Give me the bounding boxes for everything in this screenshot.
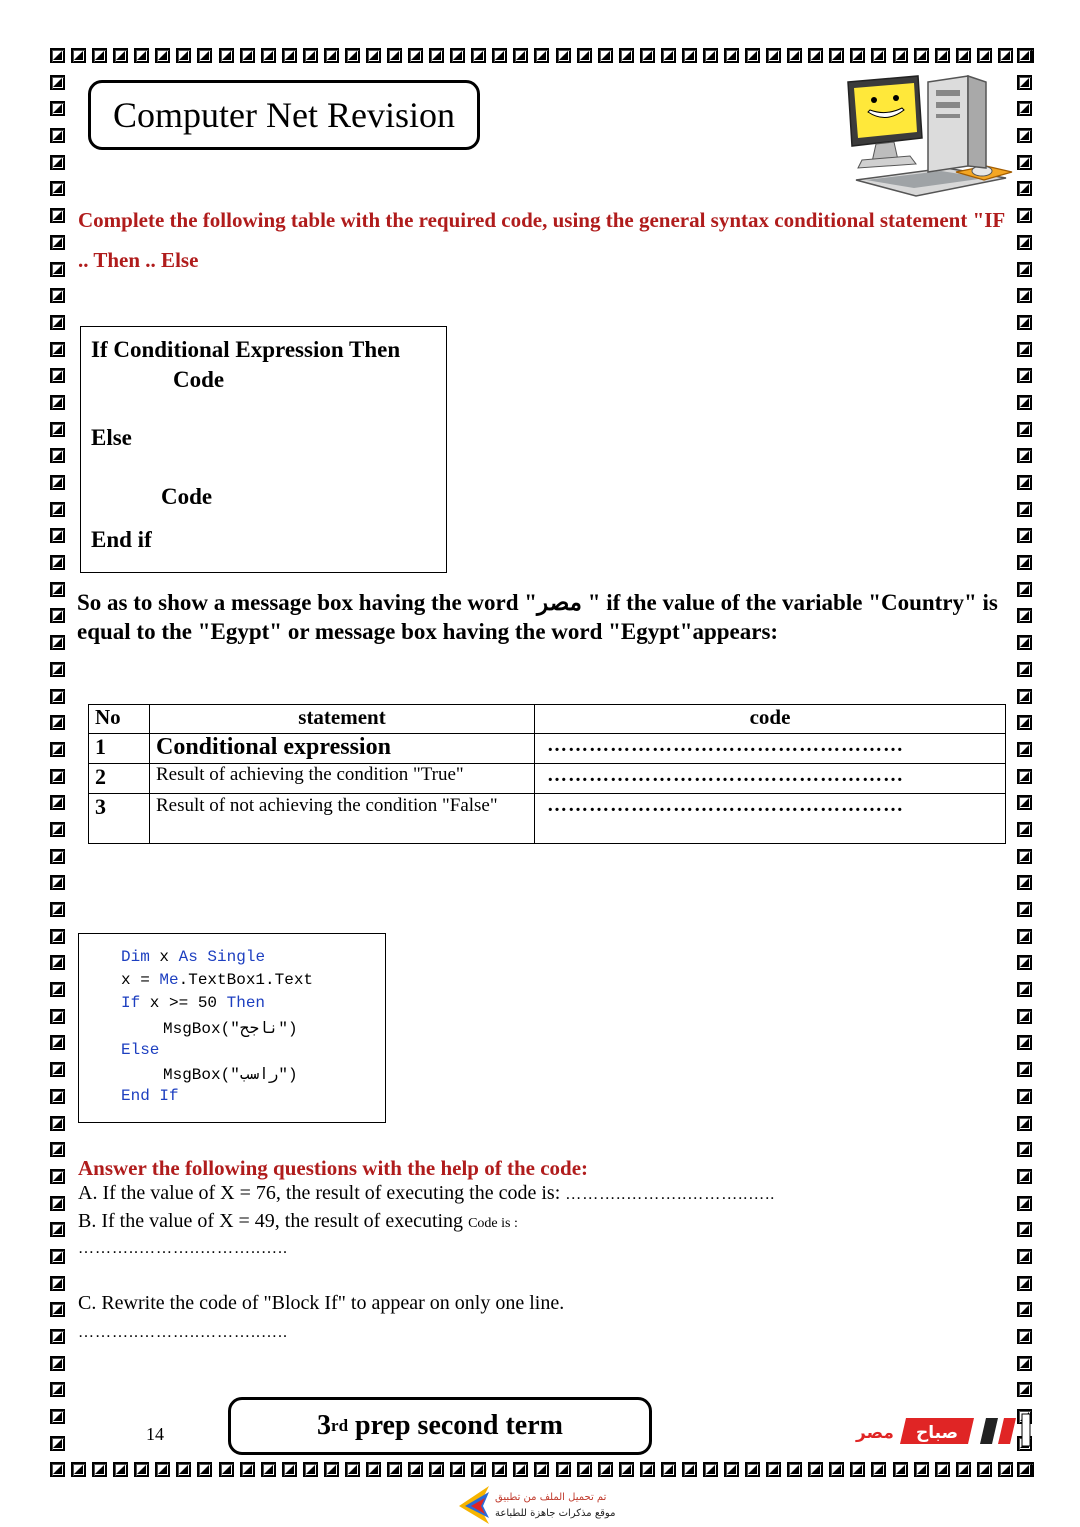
brand-logo: [854, 1406, 1034, 1452]
computer-icon: [836, 68, 1016, 200]
border-square: [1017, 1196, 1032, 1211]
border-square: [534, 48, 549, 63]
border-square: [50, 315, 65, 330]
border-square: [829, 48, 844, 63]
border-square: [1017, 1382, 1032, 1397]
page-title-text: Computer Net Revision: [113, 95, 455, 135]
border-square: [50, 342, 65, 357]
border-square: [1017, 769, 1032, 784]
border-square: [261, 1462, 276, 1477]
border-square: [50, 1462, 65, 1477]
border-square: [1017, 1356, 1032, 1371]
code-kw-then: Then: [226, 994, 266, 1012]
code-line-6: MsgBox("راسب"): [163, 1066, 298, 1084]
border-square: [1017, 288, 1032, 303]
border-square: [50, 582, 65, 597]
border-square: [1017, 1035, 1032, 1050]
border-square: [998, 1462, 1013, 1477]
border-square: [1017, 422, 1032, 437]
question-b-text: B. If the value of X = 49, the result of executing: [78, 1210, 464, 1232]
code-textbox: .TextBox1.Text: [178, 971, 314, 989]
border-square: [534, 1462, 549, 1477]
border-square: [155, 1462, 170, 1477]
row1-statement: Conditional expression: [150, 734, 535, 764]
border-square: [1017, 235, 1032, 250]
border-square: [71, 48, 86, 63]
border-square: [682, 1462, 697, 1477]
border-square: [893, 48, 908, 63]
border-square: [50, 929, 65, 944]
border-square: [50, 715, 65, 730]
table-row: [89, 764, 1006, 794]
border-square: [1017, 1249, 1032, 1264]
border-square: [1017, 1222, 1032, 1237]
border-square: [50, 1062, 65, 1077]
border-square: [871, 1462, 886, 1477]
border-square: [1017, 1169, 1032, 1184]
border-square: [1017, 929, 1032, 944]
border-square: [450, 48, 465, 63]
border-square: [50, 849, 65, 864]
border-square: [387, 48, 402, 63]
border-square: [1017, 635, 1032, 650]
border-square: [50, 422, 65, 437]
term-num: 3: [317, 1410, 332, 1441]
border-square: [324, 1462, 339, 1477]
border-square: [1017, 155, 1032, 170]
border-square: [50, 1089, 65, 1104]
brand-word-misr: مصر: [856, 1423, 894, 1443]
border-square: [50, 689, 65, 704]
border-square: [197, 48, 212, 63]
term-sup: rd: [331, 1416, 349, 1435]
border-square: [176, 48, 191, 63]
border-square: [50, 795, 65, 810]
row1-code[interactable]: ……………………………………………: [535, 734, 1006, 764]
border-square: [956, 1462, 971, 1477]
border-square: [303, 1462, 318, 1477]
border-square: [50, 75, 65, 90]
border-square: [492, 1462, 507, 1477]
code-kw-as-single: As Single: [178, 948, 266, 966]
border-square: [935, 1462, 950, 1477]
border-square: [50, 822, 65, 837]
border-square: [50, 1169, 65, 1184]
border-square: [1017, 368, 1032, 383]
border-square: [50, 101, 65, 116]
border-square: [619, 48, 634, 63]
border-square: [724, 1462, 739, 1477]
syntax-line-if: If Conditional Expression Then: [91, 337, 401, 362]
border-square: [50, 475, 65, 490]
border-square: [240, 1462, 255, 1477]
border-square: [1017, 1009, 1032, 1024]
border-square: [513, 48, 528, 63]
border-square: [1017, 448, 1032, 463]
border-square: [640, 48, 655, 63]
border-square: [977, 48, 992, 63]
border-square: [50, 1196, 65, 1211]
border-square: [50, 1436, 65, 1451]
border-square: [1017, 48, 1032, 63]
border-square: [703, 48, 718, 63]
table-row: [89, 794, 1006, 844]
border-square: [408, 1462, 423, 1477]
syntax-line-endif: End if: [91, 527, 152, 552]
syntax-line-code1: Code: [173, 367, 225, 392]
border-square: [914, 48, 929, 63]
border-square: [1017, 875, 1032, 890]
border-square: [50, 48, 65, 63]
row3-no: 3: [89, 794, 150, 844]
border-square: [682, 48, 697, 63]
row3-code[interactable]: ……………………………………………: [535, 794, 1006, 844]
border-square: [387, 1462, 402, 1477]
code-assign: x =: [121, 971, 160, 989]
border-square: [513, 1462, 528, 1477]
question-c-answer[interactable]: ………..………..………..…..: [78, 1324, 288, 1341]
border-square: [92, 48, 107, 63]
app-download-logo: [455, 1484, 625, 1526]
border-square: [366, 1462, 381, 1477]
border-square: [1017, 128, 1032, 143]
border-square: [50, 1222, 65, 1237]
border-square: [50, 448, 65, 463]
border-square: [345, 1462, 360, 1477]
border-right: [1017, 48, 1037, 1478]
syntax-box: [80, 326, 447, 573]
border-square: [935, 48, 950, 63]
border-square: [577, 1462, 592, 1477]
border-square: [1017, 982, 1032, 997]
border-square: [176, 1462, 191, 1477]
border-square: [1017, 555, 1032, 570]
border-square: [1017, 715, 1032, 730]
border-square: [50, 208, 65, 223]
border-square: [50, 128, 65, 143]
border-square: [50, 769, 65, 784]
border-square: [661, 1462, 676, 1477]
border-top: [50, 48, 1034, 68]
border-square: [703, 1462, 718, 1477]
border-square: [850, 1462, 865, 1477]
border-bottom: [50, 1462, 1034, 1482]
border-square: [1017, 75, 1032, 90]
border-square: [50, 1249, 65, 1264]
border-square: [977, 1462, 992, 1477]
border-square: [893, 1462, 908, 1477]
border-square: [1017, 395, 1032, 410]
border-square: [219, 1462, 234, 1477]
border-square: [113, 1462, 128, 1477]
border-square: [1017, 1142, 1032, 1157]
border-square: [1017, 1089, 1032, 1104]
border-square: [429, 48, 444, 63]
border-square: [50, 502, 65, 517]
question-a: [78, 1182, 775, 1205]
border-square: [366, 48, 381, 63]
border-square: [598, 1462, 613, 1477]
border-square: [408, 48, 423, 63]
border-square: [92, 1462, 107, 1477]
border-square: [1017, 582, 1032, 597]
question-a-answer[interactable]: ………..………..………..…..: [565, 1186, 776, 1203]
bottom-logo-line2: موقع مذكرات جاهزة للطباعة: [495, 1508, 616, 1519]
term-rest: prep second term: [348, 1410, 563, 1441]
code-condition: x >= 50: [140, 994, 227, 1012]
border-square: [50, 955, 65, 970]
border-square: [282, 1462, 297, 1477]
row1-no: 1: [89, 734, 150, 764]
border-square: [598, 48, 613, 63]
border-square: [619, 1462, 634, 1477]
border-square: [1017, 1116, 1032, 1131]
border-square: [50, 155, 65, 170]
border-square: [324, 48, 339, 63]
border-square: [1017, 475, 1032, 490]
code-line-7: End If: [121, 1087, 179, 1105]
border-square: [50, 1116, 65, 1131]
border-square: [50, 1329, 65, 1344]
border-square: [50, 902, 65, 917]
border-square: [1017, 742, 1032, 757]
border-square: [50, 1035, 65, 1050]
border-square: [50, 1356, 65, 1371]
instruction-text: Complete the following table with the required code, using the general syntax conditional statement "IF .. Then .. Else: [78, 208, 1005, 272]
border-square: [50, 288, 65, 303]
border-square: [1017, 608, 1032, 623]
border-square: [1017, 342, 1032, 357]
question-a-text: A. If the value of X = 76, the result of executing the code is:: [78, 1182, 561, 1204]
border-square: [240, 48, 255, 63]
code-sample: [78, 933, 386, 1123]
border-square: [50, 1009, 65, 1024]
code-line-1: [121, 948, 265, 966]
border-square: [766, 1462, 781, 1477]
code-kw-if: If: [121, 994, 141, 1012]
border-square: [50, 1142, 65, 1157]
border-square: [766, 48, 781, 63]
border-square: [1017, 1276, 1032, 1291]
table-row: [89, 734, 1006, 764]
border-square: [50, 1302, 65, 1317]
row2-statement: Result of achieving the condition "True": [150, 764, 535, 794]
border-left: [50, 48, 70, 1478]
border-square: [724, 48, 739, 63]
border-square: [1017, 528, 1032, 543]
border-square: [1017, 502, 1032, 517]
border-square: [197, 1462, 212, 1477]
border-square: [871, 48, 886, 63]
border-square: [492, 48, 507, 63]
requirement-table: [88, 704, 1006, 844]
border-square: [1017, 849, 1032, 864]
header-statement: statement: [150, 705, 535, 734]
border-square: [1017, 262, 1032, 277]
code-line-4: MsgBox("ناجح"): [163, 1020, 298, 1038]
border-square: [303, 48, 318, 63]
border-square: [1017, 315, 1032, 330]
syntax-line-code2: Code: [161, 484, 213, 509]
syntax-line-else: Else: [91, 425, 132, 450]
border-square: [640, 1462, 655, 1477]
code-line-3: [121, 994, 265, 1012]
border-square: [556, 1462, 571, 1477]
border-square: [50, 235, 65, 250]
row3-statement: Result of not achieving the condition "False": [150, 794, 535, 844]
border-square: [50, 1382, 65, 1397]
border-square: [745, 1462, 760, 1477]
border-square: [1017, 795, 1032, 810]
border-square: [50, 742, 65, 757]
header-no: No: [89, 705, 150, 734]
border-square: [50, 1276, 65, 1291]
border-square: [808, 1462, 823, 1477]
page-title: [88, 80, 480, 150]
code-var-x: x: [149, 948, 179, 966]
header-code: code: [535, 705, 1006, 734]
task-prompt: So as to show a message box having the word "مصر " if the value of the variable "Country" is equal to the "Egypt" or message box having the word "Egypt"appears:: [77, 590, 998, 644]
row2-code[interactable]: ……………………………………………: [535, 764, 1006, 794]
border-square: [50, 395, 65, 410]
border-square: [50, 1409, 65, 1424]
border-square: [1017, 662, 1032, 677]
border-square: [1017, 1329, 1032, 1344]
border-square: [345, 48, 360, 63]
border-square: [50, 635, 65, 650]
border-square: [1017, 689, 1032, 704]
question-b-answer[interactable]: ………..………..………..…..: [78, 1240, 288, 1257]
border-square: [50, 608, 65, 623]
border-square: [429, 1462, 444, 1477]
border-square: [50, 368, 65, 383]
border-square: [1017, 955, 1032, 970]
border-square: [745, 48, 760, 63]
border-square: [577, 48, 592, 63]
border-square: [155, 48, 170, 63]
border-square: [1017, 181, 1032, 196]
code-line-2: [121, 971, 313, 989]
term-label: [228, 1397, 652, 1455]
border-square: [50, 528, 65, 543]
question-b: [78, 1210, 518, 1233]
code-kw-dim: Dim: [121, 948, 150, 966]
border-square: [1017, 101, 1032, 116]
border-square: [50, 181, 65, 196]
table-header-row: [89, 705, 1006, 734]
border-square: [50, 262, 65, 277]
questions-title: Answer the following questions with the help of the code:: [78, 1156, 589, 1180]
brand-word-sabah: صباح: [916, 1423, 959, 1443]
border-square: [787, 1462, 802, 1477]
border-square: [1017, 208, 1032, 223]
border-square: [282, 48, 297, 63]
border-square: [471, 1462, 486, 1477]
border-square: [71, 1462, 86, 1477]
border-square: [914, 1462, 929, 1477]
code-kw-me: Me: [159, 971, 179, 989]
bottom-logo-line1: تم تحميل الملف من تطبيق: [495, 1492, 607, 1503]
border-square: [261, 48, 276, 63]
border-square: [134, 48, 149, 63]
border-square: [556, 48, 571, 63]
border-square: [998, 48, 1013, 63]
border-square: [50, 982, 65, 997]
question-c: C. Rewrite the code of "Block If" to appear on only one line.: [78, 1292, 565, 1314]
code-line-5: Else: [121, 1041, 160, 1059]
border-square: [50, 875, 65, 890]
border-square: [1017, 902, 1032, 917]
border-square: [134, 1462, 149, 1477]
border-square: [829, 1462, 844, 1477]
page-number: 14: [146, 1424, 164, 1444]
border-square: [450, 1462, 465, 1477]
border-square: [113, 48, 128, 63]
border-square: [956, 48, 971, 63]
border-square: [1017, 822, 1032, 837]
border-square: [1017, 1462, 1032, 1477]
row2-no: 2: [89, 764, 150, 794]
border-square: [471, 48, 486, 63]
border-square: [50, 662, 65, 677]
border-square: [1017, 1302, 1032, 1317]
border-square: [661, 48, 676, 63]
question-b-small: Code is :: [468, 1216, 518, 1231]
border-square: [787, 48, 802, 63]
border-square: [50, 555, 65, 570]
border-square: [808, 48, 823, 63]
border-square: [850, 48, 865, 63]
border-square: [1017, 1062, 1032, 1077]
border-square: [219, 48, 234, 63]
